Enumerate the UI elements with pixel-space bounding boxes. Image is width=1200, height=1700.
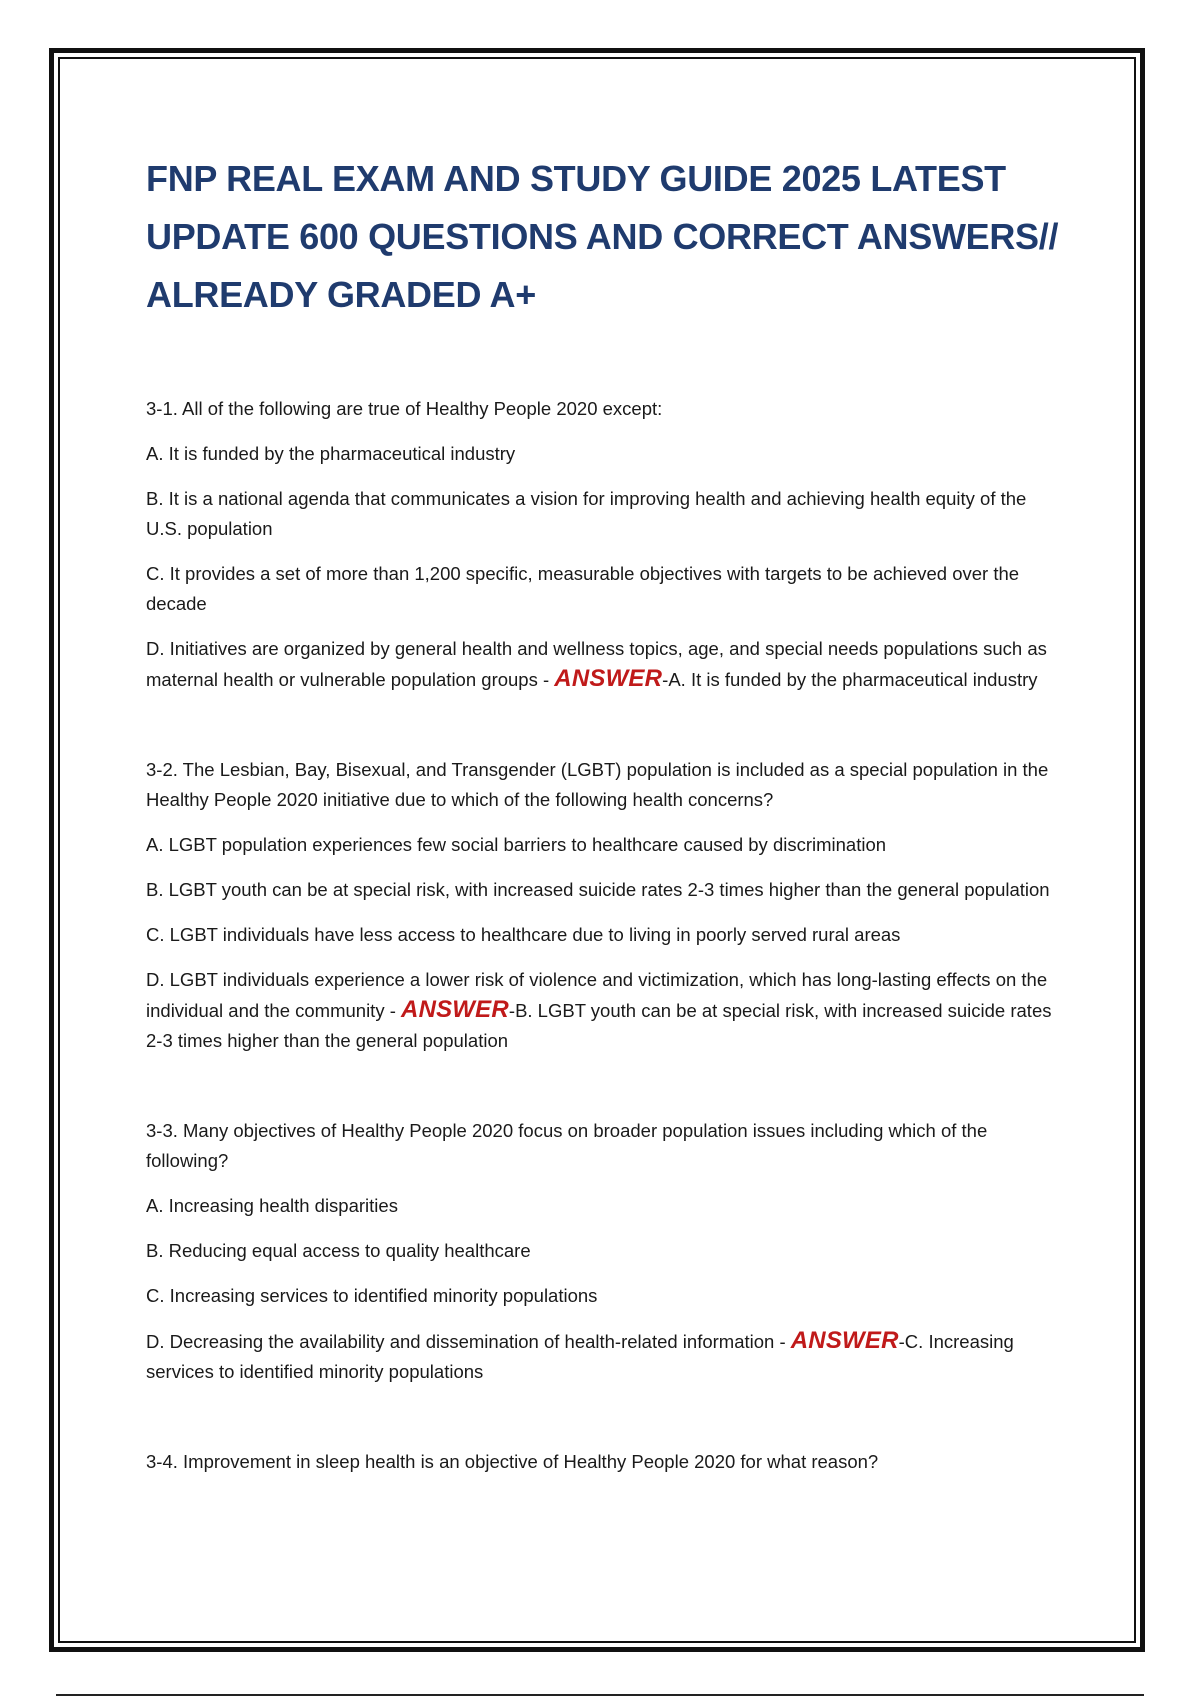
option-a: A. LGBT population experiences few social barriers to healthcare caused by discrimination [146, 834, 887, 855]
answer-label: ANSWER [790, 1327, 899, 1354]
question-3-3 [146, 1116, 1066, 1387]
answer-text: -A. It is funded by the pharmaceutical industry [662, 669, 1038, 690]
question-stem: 3-3. Many objectives of Healthy People 2020 focus on broader population issues including which of the following? [146, 1120, 988, 1171]
option-d-with-answer [146, 965, 1066, 1056]
option-b: B. LGBT youth can be at special risk, with increased suicide rates 2-3 times higher than the general population [146, 879, 1050, 900]
option-a: A. Increasing health disparities [146, 1195, 398, 1216]
option-d: D. Decreasing the availability and dissemination of health-related information - [146, 1331, 786, 1352]
option-d-with-answer [146, 1326, 1066, 1387]
question-stem: 3-2. The Lesbian, Bay, Bisexual, and Transgender (LGBT) population is included as a special population in the Healthy People 2020 initiative due to which of the following health concerns? [146, 759, 1049, 810]
document-title: FNP REAL EXAM AND STUDY GUIDE 2025 LATEST UPDATE 600 QUESTIONS AND CORRECT ANSWERS// ALREADY GRADED A+ [146, 158, 1059, 315]
option-b: B. Reducing equal access to quality healthcare [146, 1240, 531, 1261]
question-3-4 [146, 1447, 1066, 1477]
question-stem: 3-4. Improvement in sleep health is an objective of Healthy People 2020 for what reason? [146, 1451, 879, 1472]
answer-label: ANSWER [401, 996, 509, 1023]
answer-text: -C. Increasing services to identified minority populations [146, 1331, 1014, 1382]
question-stem: 3-1. All of the following are true of Healthy People 2020 except: [146, 398, 663, 419]
option-a: A. It is funded by the pharmaceutical industry [146, 443, 516, 464]
option-d: D. LGBT individuals experience a lower risk of violence and victimization, which has long-lasting effects on the individual and the community - [146, 969, 1048, 1021]
document-body [146, 150, 1066, 1537]
option-d: D. Initiatives are organized by general health and wellness topics, age, and special needs populations such as maternal health or vulnerable population groups - [146, 638, 1047, 690]
option-b: B. It is a national agenda that communicates a vision for improving health and achieving health equity of the U.S. population [146, 488, 1027, 539]
answer-label: ANSWER [554, 665, 663, 692]
option-d-with-answer [146, 634, 1066, 695]
option-c: C. It provides a set of more than 1,200 specific, measurable objectives with targets to be achieved over the decade [146, 563, 1020, 614]
footer-rule [56, 1694, 1144, 1696]
question-3-1 [146, 394, 1066, 695]
answer-text: -B. LGBT youth can be at special risk, with increased suicide rates 2-3 times higher than the general population [146, 1000, 1052, 1051]
question-3-2 [146, 755, 1066, 1056]
option-c: C. Increasing services to identified minority populations [146, 1285, 598, 1306]
option-c: C. LGBT individuals have less access to healthcare due to living in poorly served rural areas [146, 924, 901, 945]
